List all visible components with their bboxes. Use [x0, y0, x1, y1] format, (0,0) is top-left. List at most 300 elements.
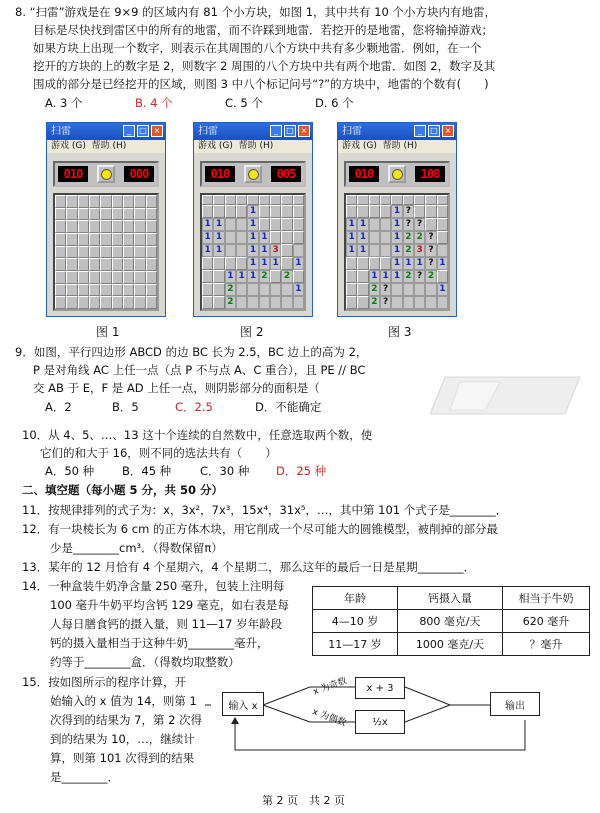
minimize-icon: _ [270, 125, 282, 137]
grid-cell [346, 205, 357, 218]
grid-cell [403, 195, 414, 205]
grid-cell [293, 218, 304, 231]
grid-cell [236, 283, 247, 296]
grid-cell [66, 195, 77, 208]
grid-cell [437, 270, 448, 283]
grid-cell: 1 [202, 218, 213, 231]
question-11: 11．按规律排列的式子为：x，3x²，7x³，15x⁴，31x⁵，…，其中第 101 个式子是________． [22, 503, 508, 517]
table-cell: 620 毫升 [502, 610, 589, 633]
q15-line: 次得到的结果为 7，第 2 次得 [50, 713, 203, 727]
q8-option-b: B. 4 个 [135, 96, 173, 110]
grid-cell: 1 [391, 257, 402, 270]
grid-cell [100, 284, 111, 297]
flow-input-box: 输入 x [222, 692, 264, 716]
figure-caption-2: 图 2 [240, 325, 264, 339]
grid-cell [425, 218, 436, 231]
grid-cell [380, 205, 391, 218]
grid-cell: 1 [437, 257, 448, 270]
grid-cell [391, 283, 402, 296]
q8-option-d: D. 6 个 [315, 96, 354, 110]
grid-cell [100, 271, 111, 284]
grid-cell: 1 [380, 270, 391, 283]
grid-cell [403, 283, 414, 296]
grid-cell [425, 195, 436, 205]
minimize-icon: _ [123, 125, 135, 137]
grid-cell [225, 257, 236, 270]
grid-cell [281, 257, 292, 270]
grid-cell [281, 195, 292, 205]
grid-cell [225, 244, 236, 257]
grid-cell: 1 [247, 270, 258, 283]
grid-cell [55, 208, 66, 221]
q15-line: 算，则第 101 次得到的结果 [50, 751, 195, 765]
grid-cell [281, 231, 292, 244]
grid-cell [89, 246, 100, 259]
grid-cell [270, 296, 281, 309]
grid-cell [380, 195, 391, 205]
grid-cell [270, 231, 281, 244]
q10-line: 它们的和大于 16，则不同的选法共有（ ） [40, 446, 277, 460]
grid-cell [425, 296, 436, 309]
grid-cell [66, 246, 77, 259]
grid-cell [357, 296, 368, 309]
grid-cell: 1 [293, 257, 304, 270]
grid-cell [123, 284, 134, 297]
grid-cell [55, 246, 66, 259]
grid-cell [259, 195, 270, 205]
grid-cell: 2 [225, 283, 236, 296]
grid-cell: ? [414, 270, 425, 283]
grid-cell [78, 195, 89, 208]
grid-cell [281, 205, 292, 218]
grid-cell [281, 283, 292, 296]
q15-line: 始输入的 x 值为 14，则第 1 [50, 694, 197, 708]
grid-cell [425, 283, 436, 296]
grid-cell [66, 258, 77, 271]
grid-cell: ? [425, 244, 436, 257]
table-cell: 1000 毫克/天 [397, 633, 502, 656]
timer: 000 [124, 166, 154, 182]
q9-line: P 是对角线 AC 上任一点（点 P 不与点 A、C 重合），且 PE // BC [33, 363, 366, 377]
q9-option-a: A．2 [45, 400, 72, 414]
grid-cell [55, 195, 66, 208]
grid-cell [236, 205, 247, 218]
q8-line: 如果方块上出现一个数字，则表示在其周围的八个方块中共有多少颗地雷．例如，在一个 [33, 41, 482, 55]
grid-cell [225, 218, 236, 231]
grid-cell [100, 246, 111, 259]
grid-cell [55, 296, 66, 309]
grid-cell [112, 233, 123, 246]
grid-cell [236, 244, 247, 257]
grid-cell [357, 283, 368, 296]
grid-cell [66, 233, 77, 246]
grid-cell [225, 195, 236, 205]
window-title: 扫雷 [342, 126, 362, 137]
q10-option-c: C．30 种 [200, 464, 250, 478]
table-header: 相当于牛奶 [502, 587, 589, 610]
grid-cell [357, 257, 368, 270]
grid-cell: ? [380, 283, 391, 296]
grid-cell [55, 284, 66, 297]
grid-cell [123, 233, 134, 246]
grid-cell: 1 [259, 244, 270, 257]
grid-cell [369, 231, 380, 244]
grid-cell: 1 [247, 244, 258, 257]
grid-cell [134, 208, 145, 221]
page-footer: 第 2 页 共 2 页 [262, 794, 345, 807]
grid-cell [202, 270, 213, 283]
grid-cell [112, 258, 123, 271]
grid-cell [213, 270, 224, 283]
calcium-table [312, 586, 590, 656]
grid-cell: 2 [403, 231, 414, 244]
grid-cell [346, 195, 357, 205]
q15-line: 到的结果为 10，…，继续计 [50, 732, 195, 746]
grid-cell [369, 195, 380, 205]
table-cell: 800 毫克/天 [397, 610, 502, 633]
grid-cell [202, 257, 213, 270]
grid-cell [270, 283, 281, 296]
q8-line: 挖开的方块的上的数字是 2，则数字 2 周围的八个方块中共有两个地雷．如图 2，数字及其 [33, 59, 496, 73]
grid-cell [437, 218, 448, 231]
grid-cell [259, 205, 270, 218]
grid-cell: 3 [414, 244, 425, 257]
q14-line: 约等于________盒．（得数均取整数） [50, 655, 240, 669]
grid-cell [270, 218, 281, 231]
grid-cell: 1 [202, 231, 213, 244]
grid-cell [112, 195, 123, 208]
grid-cell: ? [403, 218, 414, 231]
q10-option-b: B．45 种 [122, 464, 172, 478]
grid-cell: 2 [403, 244, 414, 257]
minesweeper-window-3 [337, 122, 457, 317]
grid-cell [78, 220, 89, 233]
grid-cell: 1 [259, 231, 270, 244]
grid-cell [100, 220, 111, 233]
minesweeper-window-2 [193, 122, 313, 317]
grid-cell [123, 258, 134, 271]
menu-help: 帮助 (H) [382, 141, 418, 151]
grid-cell: 1 [369, 270, 380, 283]
grid-cell [369, 244, 380, 257]
grid-cell: 1 [346, 231, 357, 244]
grid-cell [225, 231, 236, 244]
grid-cell [281, 296, 292, 309]
grid-cell [247, 283, 258, 296]
grid-cell [213, 283, 224, 296]
grid-cell [89, 258, 100, 271]
grid-cell [346, 257, 357, 270]
grid-cell: 1 [213, 218, 224, 231]
grid-cell: 1 [247, 231, 258, 244]
grid-cell [236, 218, 247, 231]
question-13: 13．某年的 12 月恰有 4 个星期六，4 个星期二，那么这年的最后一日是星期________． [22, 560, 476, 574]
q14-line: 14．一种盒装牛奶净含量 250 毫升，包装上注明每 [22, 579, 285, 593]
window-title: 扫雷 [198, 126, 218, 137]
grid-cell: 1 [391, 218, 402, 231]
grid-cell: 1 [247, 257, 258, 270]
grid-cell [213, 195, 224, 205]
grid-cell: 1 [247, 218, 258, 231]
grid-cell [78, 258, 89, 271]
q10-line: 10．从 4、5、…、13 这十个连续的自然数中，任意选取两个数，使 [22, 428, 373, 442]
grid-cell [66, 284, 77, 297]
q9-line: 9．如图，平行四边形 ABCD 的边 BC 长为 2.5，BC 边上的高为 2， [15, 345, 368, 359]
q8-option-a: A. 3 个 [45, 96, 83, 110]
menu-game: 游戏 (G) [342, 141, 377, 151]
question-12-cont: 少是________cm³．（得数保留π） [50, 541, 223, 555]
grid-cell [55, 258, 66, 271]
grid-cell [213, 205, 224, 218]
grid-cell [78, 271, 89, 284]
table-header-row [313, 587, 590, 610]
grid-cell [100, 233, 111, 246]
grid-cell [247, 195, 258, 205]
menu-help: 帮助 (H) [91, 141, 127, 151]
grid-cell [100, 296, 111, 309]
grid-cell [414, 296, 425, 309]
grid-cell [123, 220, 134, 233]
grid-cell [78, 233, 89, 246]
mine-counter: 010 [58, 166, 88, 182]
q9-line: 交 AB 于 E，F 是 AD 上任一点，则阴影部分的面积是（ [33, 381, 320, 395]
grid-cell [146, 220, 157, 233]
maximize-icon: □ [137, 125, 149, 137]
grid-cell [281, 218, 292, 231]
grid-cell [55, 220, 66, 233]
grid-cell [380, 231, 391, 244]
grid-cell: 1 [391, 205, 402, 218]
grid-cell [293, 195, 304, 205]
grid-cell: 1 [391, 231, 402, 244]
grid-cell: 1 [414, 257, 425, 270]
grid-cell [112, 296, 123, 309]
grid-cell [89, 220, 100, 233]
menu-game: 游戏 (G) [198, 141, 233, 151]
menu-help: 帮助 (H) [238, 141, 274, 151]
grid-cell [146, 233, 157, 246]
q14-line: 人每日膳食钙的摄入量，则 11—17 岁年龄段 [50, 617, 283, 631]
table-cell: ？毫升 [502, 633, 589, 656]
grid-cell [100, 195, 111, 208]
grid-cell: 1 [259, 257, 270, 270]
question-12: 12．有一块棱长为 6 cm 的正方体木块，用它削成一个尽可能大的圆锥模型，被削掉的部分最 [22, 522, 498, 536]
grid-cell: ? [425, 257, 436, 270]
grid-cell [112, 284, 123, 297]
grid-cell [89, 233, 100, 246]
mine-counter: 010 [349, 166, 379, 182]
grid-cell [369, 257, 380, 270]
grid-cell [346, 283, 357, 296]
grid-cell [123, 208, 134, 221]
grid-cell [236, 257, 247, 270]
grid-cell [281, 244, 292, 257]
grid-cell [123, 246, 134, 259]
q14-line: 100 毫升牛奶平均含钙 129 毫克，如右表是每 [50, 598, 289, 612]
mine-grid [344, 193, 450, 311]
grid-cell: 1 [357, 244, 368, 257]
grid-cell [437, 244, 448, 257]
q9-option-c: C．2.5 [175, 400, 213, 414]
grid-cell [414, 283, 425, 296]
grid-cell: 2 [281, 270, 292, 283]
q14-line: 钙的摄入量相当于这种牛奶________毫升， [50, 636, 269, 650]
grid-cell [437, 231, 448, 244]
grid-cell [391, 296, 402, 309]
grid-cell [369, 218, 380, 231]
grid-cell [425, 205, 436, 218]
grid-cell [89, 284, 100, 297]
grid-cell: 2 [369, 296, 380, 309]
grid-cell [89, 208, 100, 221]
figure-caption-1: 图 1 [96, 325, 120, 339]
q10-option-d: D．25 种 [276, 464, 327, 478]
grid-cell [55, 271, 66, 284]
grid-cell [346, 270, 357, 283]
grid-cell [357, 205, 368, 218]
grid-cell [146, 195, 157, 208]
grid-cell [247, 296, 258, 309]
grid-cell: 1 [213, 244, 224, 257]
q8-line: 目标是尽快找到雷区中的所有的地雷，而不许踩到地雷．若挖开的是地雷，您将输掉游戏； [33, 23, 493, 37]
mine-grid [53, 193, 159, 311]
grid-cell: 2 [225, 296, 236, 309]
grid-cell [259, 296, 270, 309]
q10-option-a: A．50 种 [45, 464, 95, 478]
grid-cell [213, 296, 224, 309]
grid-cell [78, 296, 89, 309]
grid-cell [259, 218, 270, 231]
grid-cell [89, 195, 100, 208]
grid-cell [134, 195, 145, 208]
grid-cell [270, 205, 281, 218]
grid-cell [380, 218, 391, 231]
grid-cell [202, 195, 213, 205]
grid-cell [437, 205, 448, 218]
grid-cell [369, 205, 380, 218]
grid-cell: 3 [270, 244, 281, 257]
grid-cell [146, 208, 157, 221]
grid-cell: 1 [293, 283, 304, 296]
q8-line: 围成的部分是已经挖开的区域，则图 3 中八个标记问号“?”的方块中，地雷的个数有( ) [33, 77, 489, 91]
grid-cell [89, 271, 100, 284]
q8-line: 8. “扫雷”游戏是在 9×9 的区域内有 81 个小方块，如图 1，其中共有 10 个小方块内有地雷， [15, 5, 496, 19]
grid-cell [66, 271, 77, 284]
table-header: 钙摄入量 [397, 587, 502, 610]
grid-cell [112, 246, 123, 259]
flow-odd-op-box: x + 3 [355, 677, 405, 699]
grid-cell [55, 233, 66, 246]
grid-cell [134, 284, 145, 297]
window-title: 扫雷 [51, 126, 71, 137]
table-header: 年龄 [313, 587, 398, 610]
grid-cell [134, 246, 145, 259]
grid-cell [146, 246, 157, 259]
grid-cell: 1 [391, 270, 402, 283]
grid-cell [146, 271, 157, 284]
close-icon: × [151, 125, 163, 137]
section-heading: 二、填空题（每小题 5 分，共 50 分） [22, 483, 224, 497]
grid-cell [123, 271, 134, 284]
q15-line: 15．按如图所示的程序计算，开 [22, 675, 187, 689]
figure-caption-3: 图 3 [388, 325, 412, 339]
grid-cell [414, 195, 425, 205]
smiley-icon [388, 165, 406, 183]
grid-cell [437, 195, 448, 205]
table-row [313, 610, 590, 633]
grid-cell [202, 296, 213, 309]
grid-cell [66, 220, 77, 233]
grid-cell [146, 284, 157, 297]
grid-cell [391, 195, 402, 205]
grid-cell [293, 244, 304, 257]
grid-cell [225, 205, 236, 218]
grid-cell [259, 283, 270, 296]
flow-even-op-box: ½x [355, 710, 405, 734]
maximize-icon: □ [428, 125, 440, 137]
grid-cell [380, 244, 391, 257]
mine-grid [200, 193, 306, 311]
grid-cell [346, 296, 357, 309]
grid-cell [236, 296, 247, 309]
maximize-icon: □ [284, 125, 296, 137]
grid-cell: 1 [437, 283, 448, 296]
grid-cell: 2 [414, 231, 425, 244]
grid-cell [293, 296, 304, 309]
grid-cell: ? [403, 205, 414, 218]
grid-cell [89, 296, 100, 309]
grid-cell [100, 208, 111, 221]
grid-cell [293, 270, 304, 283]
grid-cell [357, 270, 368, 283]
grid-cell: 1 [247, 205, 258, 218]
grid-cell [134, 296, 145, 309]
grid-cell: 2 [403, 270, 414, 283]
grid-cell: 1 [391, 244, 402, 257]
grid-cell [66, 208, 77, 221]
table-row [313, 633, 590, 656]
grid-cell: 1 [225, 270, 236, 283]
grid-cell [78, 246, 89, 259]
grid-cell: 1 [213, 231, 224, 244]
flow-odd-label: x 为奇数 [311, 676, 349, 698]
flow-output-box: 输出 [490, 692, 540, 716]
grid-cell [112, 208, 123, 221]
grid-cell [123, 195, 134, 208]
grid-cell: 1 [357, 218, 368, 231]
table-cell: 4—10 岁 [313, 610, 398, 633]
minimize-icon: _ [414, 125, 426, 137]
q9-option-d: D．不能确定 [255, 400, 322, 414]
q15-line: 是________． [50, 770, 119, 784]
grid-cell [270, 195, 281, 205]
grid-cell [112, 220, 123, 233]
grid-cell [134, 220, 145, 233]
grid-cell [202, 205, 213, 218]
menu-game: 游戏 (G) [51, 141, 86, 151]
grid-cell [146, 296, 157, 309]
q8-option-c: C. 5 个 [225, 96, 263, 110]
grid-cell [134, 233, 145, 246]
grid-cell [123, 296, 134, 309]
smiley-icon [244, 165, 262, 183]
grid-cell [78, 208, 89, 221]
grid-cell [66, 296, 77, 309]
minesweeper-window-1 [46, 122, 166, 317]
grid-cell [213, 257, 224, 270]
grid-cell [202, 283, 213, 296]
timer: 005 [271, 166, 301, 182]
